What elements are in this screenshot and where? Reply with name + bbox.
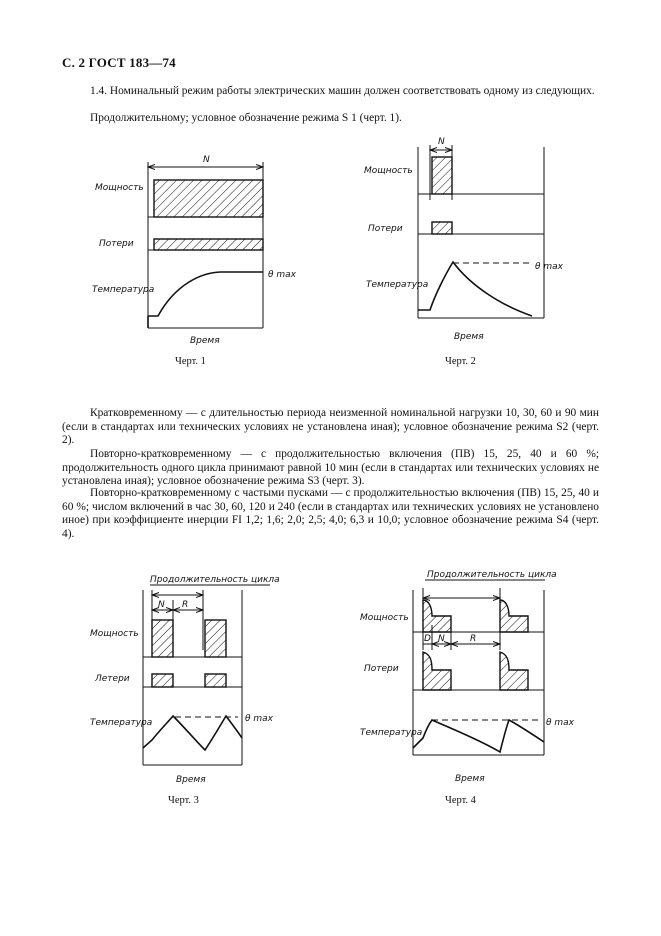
fig3-label-power: Мощность (90, 629, 139, 639)
fig3-power-block-1 (152, 620, 173, 657)
fig2-label-losses: Потери (368, 224, 403, 234)
fig2-temperature-curve (418, 262, 532, 316)
fig1-label-time: Время (190, 336, 220, 346)
figure-2 (364, 137, 564, 367)
fig3-label-R: R (182, 600, 189, 610)
fig3-losses-block-2 (205, 674, 226, 687)
fig4-label-power: Мощность (360, 613, 409, 623)
figure-1 (92, 155, 297, 367)
fig3-losses-block-1 (152, 674, 173, 687)
figure-3 (90, 575, 280, 806)
paragraph-s1: Продолжительному; условное обозначение режима S 1 (черт. 1). (90, 112, 402, 124)
fig3-temperature-curve (143, 716, 242, 750)
fig2-power-block (432, 157, 452, 194)
fig1-label-losses: Потери (99, 239, 134, 249)
fig4-label-theta-max: θ max (546, 718, 574, 728)
fig4-power-block-2 (500, 600, 528, 632)
paragraph-s3: Повторно-кратковременному — с продолжительностью включения (ПВ) 15, 25, 40 и 60 %; продолжительность одного цикла принимают равной 10 мин (если в стандартах или технических условиях не установлена иная); условное обозначение режима S3 (черт. 3). (62, 448, 599, 488)
fig1-label-N: N (203, 155, 210, 165)
fig3-caption: Черт. 3 (168, 795, 199, 806)
fig4-losses-block-2 (500, 652, 528, 690)
fig4-temperature-curve (413, 720, 544, 752)
fig4-label-temperature: Температура (360, 728, 423, 738)
fig3-label-losses: Летери (95, 674, 130, 684)
fig2-label-theta-max: θ max (535, 262, 563, 272)
fig4-label-time: Время (455, 774, 485, 784)
fig1-label-temperature: Температура (92, 285, 155, 295)
fig4-label-cycle: Продолжительность цикла (427, 570, 557, 580)
fig2-label-time: Время (454, 332, 484, 342)
figure-4 (360, 570, 575, 806)
fig4-power-block-1 (423, 600, 451, 632)
fig3-label-time: Время (176, 775, 206, 785)
fig1-temperature-curve (148, 272, 263, 316)
fig3-power-block-2 (205, 620, 226, 657)
fig4-label-D: D (424, 634, 431, 644)
fig1-losses-block (154, 239, 263, 250)
fig4-label-losses: Потери (364, 664, 399, 674)
fig2-label-temperature: Температура (366, 280, 429, 290)
fig4-caption: Черт. 4 (445, 795, 476, 806)
fig3-label-temperature: Температура (90, 718, 153, 728)
fig3-label-cycle: Продолжительность цикла (150, 575, 280, 585)
fig1-label-power: Мощность (95, 183, 144, 193)
fig2-label-power: Мощность (364, 166, 413, 176)
fig1-power-block (154, 180, 263, 217)
paragraph-s2: Кратковременному — с длительностью периода неизменной номинальной нагрузки 10, 30, 60 и 90 мин (если в стандартах или технических условиях не установлена иная); условное обозначение режима S2 (черт. 2). (62, 407, 599, 447)
fig1-caption: Черт. 1 (175, 356, 206, 367)
fig3-label-theta-max: θ max (245, 714, 273, 724)
paragraph-s4: Повторно-кратковременному с частыми пусками — с продолжительностью включения (ПВ) 15, 25, 40 и 60 %; числом включений в час 30, 60, 120 и 240 (если в стандартах или технических условиях не установлено иное) при коэффициенте инерции FI 1,2; 1,6; 2,0; 2,5; 4,0; 6,3 и 10,0; условное обозначение режима S4 (черт. 4). (62, 487, 599, 540)
fig1-label-theta-max: θ max (268, 270, 296, 280)
fig2-label-N: N (438, 137, 445, 147)
fig3-label-N: N (158, 600, 165, 610)
fig4-label-N: N (438, 634, 445, 644)
fig4-label-R: R (470, 634, 477, 644)
fig2-caption: Черт. 2 (445, 356, 476, 367)
fig4-losses-block-1 (423, 652, 451, 690)
fig2-losses-block (432, 222, 452, 234)
paragraph-1-4-text: 1.4. Номинальный режим работы электрических машин должен соответствовать одному из следующих. (90, 85, 595, 97)
page-header: С. 2 ГОСТ 183—74 (62, 55, 176, 70)
